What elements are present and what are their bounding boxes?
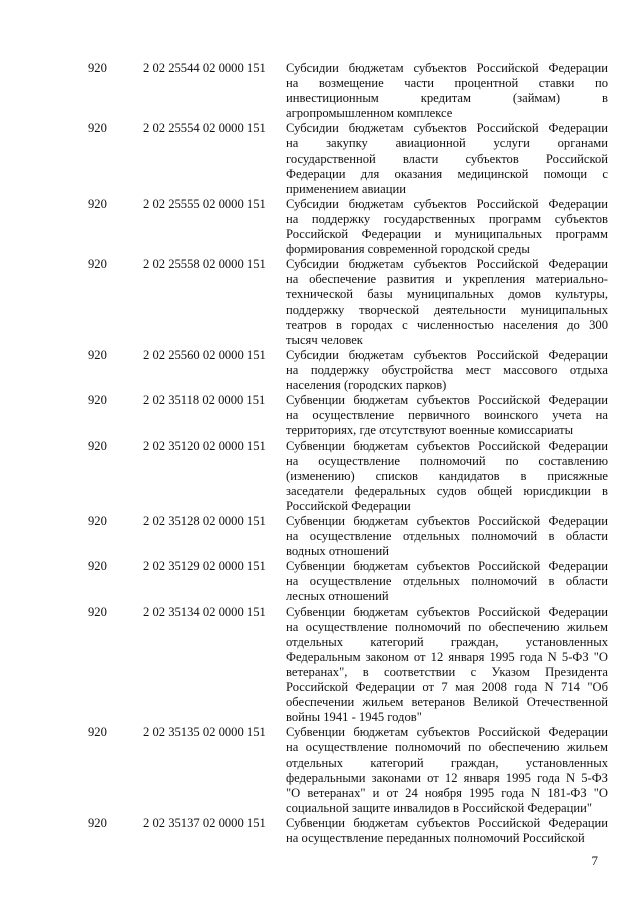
description	[286, 393, 608, 438]
description-line: Субсидии бюджетам субъектов Российской Федерации	[286, 121, 608, 136]
admin-code: 920	[88, 559, 107, 574]
description-line: Субсидии бюджетам субъектов Российской Федерации	[286, 347, 608, 362]
description	[286, 61, 608, 121]
page-number: 7	[591, 853, 598, 868]
description-line: на осуществление первичного воинского учета на	[286, 408, 608, 423]
description-line: "О ветеранах" и от 24 ноября 1995 года N 181-ФЗ "О	[286, 785, 608, 800]
budget-code: 2 02 35135 02 0000 151	[143, 725, 266, 740]
budget-code: 2 02 35129 02 0000 151	[143, 559, 266, 574]
description-line: Субвенции бюджетам субъектов Российской Федерации	[286, 438, 608, 453]
description-line: заседатели федеральных судов общей юрисдикции в	[286, 483, 608, 498]
description	[286, 559, 608, 604]
description-line: Федеральным законом от 12 января 1995 года N 5-ФЗ "О	[286, 649, 608, 664]
budget-code: 2 02 35128 02 0000 151	[143, 514, 266, 528]
description-line: населения (городских парков)	[286, 378, 447, 393]
description	[286, 121, 608, 196]
description	[286, 605, 608, 726]
description-line: Субсидии бюджетам субъектов Российской Федерации	[286, 196, 608, 211]
description-line: Федерации для оказания медицинской помощи с	[286, 166, 608, 181]
description-line: ветеранах", в соответствии с Указом Президента	[286, 664, 608, 679]
description-line: на поддержку обустройства мест массового отдыха	[286, 362, 608, 377]
admin-code: 920	[88, 514, 107, 528]
budget-code: 2 02 25555 02 0000 151	[143, 196, 266, 211]
description-line: на осуществление отдельных полномочий в области	[286, 574, 608, 589]
admin-code: 920	[88, 347, 107, 362]
description-line: социальной защите инвалидов в Российской Федерации"	[286, 800, 592, 815]
description	[286, 725, 608, 816]
budget-code: 2 02 25560 02 0000 151	[143, 347, 266, 362]
budget-code: 2 02 25554 02 0000 151	[143, 121, 266, 136]
budget-code: 2 02 35137 02 0000 151	[143, 816, 266, 830]
description-line: (изменению) списков кандидатов в присяжные	[286, 468, 608, 483]
budget-code: 2 02 35118 02 0000 151	[143, 393, 266, 408]
description-line: на осуществление полномочий по составлению	[286, 453, 608, 468]
description-line: Российской Федерации и муниципальных программ	[286, 227, 608, 242]
description-line: отдельных категорий граждан, установленных	[286, 755, 608, 770]
description-line: тысяч человек	[286, 332, 363, 347]
description-line: на осуществление переданных полномочий Российской	[286, 831, 585, 846]
description-line: на осуществление полномочий по обеспечению жильем	[286, 740, 608, 755]
admin-code: 920	[88, 61, 107, 75]
description-line: обеспечении жильем ветеранов Великой Отечественной	[286, 695, 608, 710]
admin-code: 920	[88, 257, 107, 272]
description	[286, 197, 608, 257]
description-line: инвестиционным кредитам (займам) в	[286, 91, 608, 106]
description	[286, 439, 608, 514]
description-line: агропромышленном комплексе	[286, 106, 453, 121]
description	[286, 816, 608, 846]
description-line: Субсидии бюджетам субъектов Российской Федерации	[286, 61, 608, 75]
description-line: на возмещение части процентной ставки по	[286, 76, 608, 91]
description-line: театров в городах с численностью населения до 300	[286, 317, 608, 332]
description-line: применением авиации	[286, 181, 406, 196]
admin-code: 920	[88, 604, 107, 619]
admin-code: 920	[88, 121, 107, 136]
description-line: формирования современной городской среды	[286, 242, 530, 257]
description-line: войны 1941 - 1945 годов"	[286, 710, 422, 725]
description-line: на поддержку государственных программ субъектов	[286, 211, 608, 226]
description-line: водных отношений	[286, 544, 390, 559]
admin-code: 920	[88, 725, 107, 740]
description-line: государственной власти субъектов Российской	[286, 151, 608, 166]
description-line: Российской Федерации	[286, 498, 411, 513]
budget-code: 2 02 35134 02 0000 151	[143, 604, 266, 619]
description-line: технической базы муниципальных домов культуры,	[286, 287, 608, 302]
budget-code: 2 02 35120 02 0000 151	[143, 438, 266, 453]
budget-code: 2 02 25544 02 0000 151	[143, 61, 266, 75]
admin-code: 920	[88, 393, 107, 408]
description-line: поддержку творческой деятельности муниципальных	[286, 302, 608, 317]
description-line: отдельных категорий граждан, установленных	[286, 634, 608, 649]
description-line: лесных отношений	[286, 589, 389, 604]
description	[286, 514, 608, 559]
description	[286, 348, 608, 393]
admin-code: 920	[88, 816, 107, 830]
description-line: территориях, где отсутствуют военные комиссариаты	[286, 423, 574, 438]
description-line: Субвенции бюджетам субъектов Российской Федерации	[286, 725, 608, 740]
description-line: Субвенции бюджетам субъектов Российской Федерации	[286, 393, 608, 408]
description-line: на осуществление полномочий по обеспечению жильем	[286, 619, 608, 634]
description-line: федеральными законами от 12 января 1995 года N 5-ФЗ	[286, 770, 608, 785]
description	[286, 257, 608, 348]
admin-code: 920	[88, 438, 107, 453]
description-line: Субвенции бюджетам субъектов Российской Федерации	[286, 604, 608, 619]
description-line: на осуществление отдельных полномочий в области	[286, 529, 608, 544]
budget-code: 2 02 25558 02 0000 151	[143, 257, 266, 272]
description-line: Субвенции бюджетам субъектов Российской Федерации	[286, 816, 608, 830]
admin-code: 920	[88, 196, 107, 211]
description-line: на закупку авиационной услуги органами	[286, 136, 608, 151]
description-line: Субвенции бюджетам субъектов Российской Федерации	[286, 514, 608, 528]
description-line: Российской Федерации от 7 мая 2008 года N 714 "Об	[286, 680, 608, 695]
description-line: на обеспечение развития и укрепления материально-	[286, 272, 608, 287]
description-line: Субвенции бюджетам субъектов Российской Федерации	[286, 559, 608, 574]
description-line: Субсидии бюджетам субъектов Российской Федерации	[286, 257, 608, 272]
